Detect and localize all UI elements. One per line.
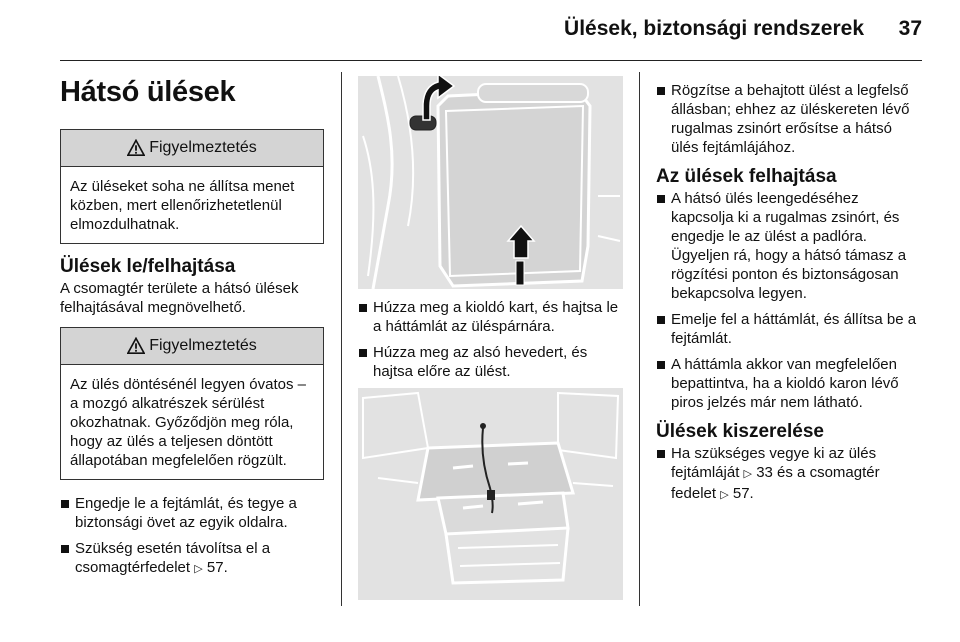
page-reference[interactable]: 57. xyxy=(206,559,228,576)
subsection-heading: Ülések kiszerelése xyxy=(656,421,824,442)
instruction-list xyxy=(656,189,922,412)
list-item: Húzza meg az alsó hevedert, és hajtsa előre az ülést. xyxy=(358,343,623,381)
list-item: Szükség esetén távolítsa el a csomagtérfedelet ▷ 57. xyxy=(60,539,324,579)
column-2 xyxy=(358,74,623,600)
list-item: Ha szükséges vegye ki az ülés fejtámláját ▷ 33 és a csomagtér fedelet ▷ 57. xyxy=(656,444,922,505)
reference-arrow-icon: ▷ xyxy=(194,563,203,575)
column-3 xyxy=(656,74,922,512)
bullet-square-icon xyxy=(359,349,367,357)
warning-triangle-icon xyxy=(127,337,145,355)
list-item: A hátsó ülés leengedéséhez kapcsolja ki a rugalmas zsinórt, és engedje le az ülést a padlóra. Ügyeljen rá, hogy a hátsó támasz a rögzítési ponton és biztonságosan bekapcsolva legyen. xyxy=(656,189,922,303)
list-item: Engedje le a fejtámlát, és tegye a biztonsági övet az egyik oldalra. xyxy=(60,494,324,532)
column-1 xyxy=(60,74,324,586)
bullet-square-icon xyxy=(657,195,665,203)
warning-triangle-icon xyxy=(127,139,145,157)
page-reference[interactable]: 33 xyxy=(756,464,773,481)
reference-arrow-icon: ▷ xyxy=(743,468,753,480)
warning-label: Figyelmeztetés xyxy=(149,139,257,156)
warning-label: Figyelmeztetés xyxy=(149,337,257,354)
bullet-square-icon xyxy=(61,545,69,553)
bullet-square-icon xyxy=(657,450,665,458)
seat-backrest-drawing xyxy=(358,76,623,289)
column-divider-2 xyxy=(639,72,640,606)
subsection-heading: Az ülések felhajtása xyxy=(656,166,837,187)
section-title: Hátsó ülések xyxy=(60,76,236,108)
warning-header xyxy=(61,130,323,167)
warning-box-1 xyxy=(60,129,324,244)
bullet-square-icon xyxy=(657,361,665,369)
seat-frame-drawing xyxy=(358,388,623,600)
instruction-list xyxy=(656,81,922,157)
bullet-square-icon xyxy=(657,316,665,324)
subsection-heading: Ülések le/felhajtása xyxy=(60,256,236,277)
warning-text: Az ülés döntésénél legyen óvatos – a mozgó alkatrészek sérülést okozhatnak. Győződjön meg róla, hogy az ülés a teljesen döntött állapotában megfelelően rögzült. xyxy=(70,376,306,469)
warning-header xyxy=(61,328,323,365)
list-item: Rögzítse a behajtott ülést a legfelső állásban; ehhez az üléskereten lévő rugalmas zsinórt erősítse a hátsó ülés fejtámlájához. xyxy=(656,81,922,157)
warning-box-2 xyxy=(60,327,324,480)
intro-paragraph: A csomagtér területe a hátsó ülések felhajtásával megnövelhető. xyxy=(60,280,299,316)
bullet-square-icon xyxy=(657,87,665,95)
list-item: Húzza meg a kioldó kart, és hajtsa le a háttámlát az üléspárnára. xyxy=(358,298,623,336)
page-number: 37 xyxy=(898,17,922,40)
running-header-title: Ülések, biztonsági rendszerek xyxy=(564,17,864,40)
list-item: Emelje fel a háttámlát, és állítsa be a fejtámlát. xyxy=(656,310,922,348)
reference-arrow-icon: ▷ xyxy=(720,489,729,501)
column-divider-1 xyxy=(341,72,342,606)
seat-release-illustration xyxy=(358,76,623,289)
bullet-square-icon xyxy=(359,304,367,312)
instruction-list xyxy=(656,444,922,505)
warning-text: Az üléseket soha ne állítsa menet közben, mert ellenőrizhetetlenül elmozdulhatnak. xyxy=(70,178,295,233)
bullet-square-icon xyxy=(61,500,69,508)
instruction-list xyxy=(358,298,623,381)
header-divider xyxy=(60,60,922,61)
list-item: A háttámla akkor van megfelelően bepattintva, ha a kioldó karon lévő piros jelzés már nem látható. xyxy=(656,355,922,412)
seat-fold-forward-illustration xyxy=(358,388,623,600)
page-reference[interactable]: 57. xyxy=(732,485,754,502)
instruction-list xyxy=(60,494,324,579)
